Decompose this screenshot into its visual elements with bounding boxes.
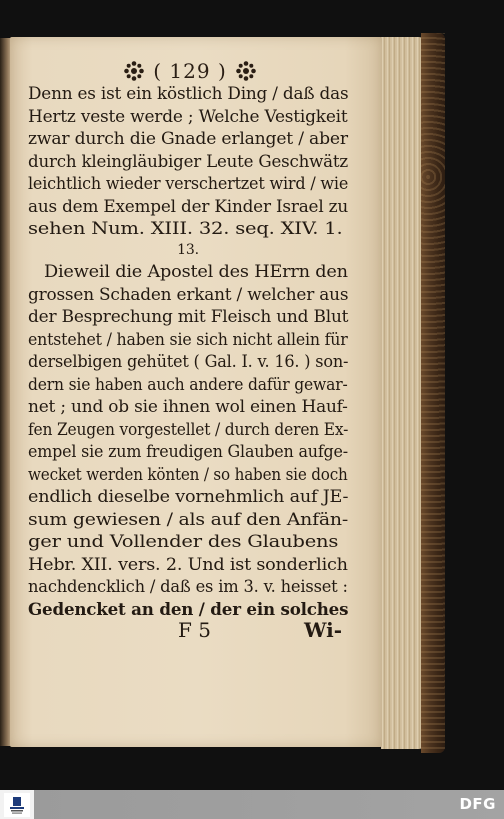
signature-mark: F 5: [178, 618, 211, 642]
rosette-ornament-icon: [235, 60, 257, 82]
page-fore-edge: [381, 37, 423, 749]
text-line: ger und Vollender des Glaubens: [28, 532, 339, 552]
page-header: [120, 56, 260, 86]
rosette-ornament-icon: [123, 60, 145, 82]
section-number: 13.: [177, 242, 199, 258]
viewer-bottom-bar: [0, 790, 504, 819]
text-line: aus dem Exempel der Kinder Israel zu: [28, 196, 348, 217]
text-line: Hebr. XII. vers. 2. Und ist sonderlich: [28, 554, 348, 575]
catchword: Wi-: [303, 618, 342, 642]
text-line: der Besprechung mit Fleisch und Blut: [28, 307, 349, 327]
text-line: sehen Num. XIII. 32. seq. XIV. 1.: [28, 219, 343, 239]
text-line: Dieweil die Apostel des HErrn den: [44, 262, 348, 282]
text-line: Hertz veste werde ; Welche Vestigkeit: [28, 106, 348, 127]
text-line: endlich dieselbe vornehmlich auf JE-: [28, 487, 349, 507]
text-line: empel sie zum freudigen Glauben aufge-: [28, 442, 348, 462]
text-line: grossen Schaden erkant / welcher aus: [28, 284, 349, 305]
text-line: sum gewiesen / als auf den Anfän-: [28, 509, 348, 530]
text-line: dern sie haben auch andere dafür gewar-: [28, 374, 348, 395]
library-crest-icon: [8, 795, 26, 815]
text-line: Gedencket an den / der ein solches: [28, 599, 349, 620]
text-line: leichtlich wieder verschertzet wird / wie: [28, 174, 349, 194]
library-seal-icon[interactable]: [4, 793, 30, 817]
text-line: wecket werden könten / so haben sie doch: [28, 464, 348, 485]
text-line: Denn es ist ein köstlich Ding / daß das: [28, 84, 349, 104]
text-line: zwar durch die Gnade erlanget / aber: [28, 129, 348, 149]
page-footer: [28, 618, 348, 646]
text-line: entstehet / haben sie sich nicht allein für: [28, 329, 348, 350]
text-line: net ; und ob sie ihnen wol einen Hauf-: [28, 397, 348, 417]
text-line: nachdencklich / daß es im 3. v. heisset :: [28, 577, 348, 597]
dfg-logo[interactable]: DFG: [459, 795, 496, 813]
page-number: ( 129 ): [153, 59, 227, 83]
text-line: durch kleingläubiger Leute Geschwätz: [28, 151, 348, 172]
book-cover-edge: [421, 33, 445, 753]
text-line: fen Zeugen vorgestellet / durch deren Ex-: [28, 419, 349, 440]
text-line: derselbigen gehütet ( Gal. I. v. 16. ) son-: [28, 352, 349, 372]
